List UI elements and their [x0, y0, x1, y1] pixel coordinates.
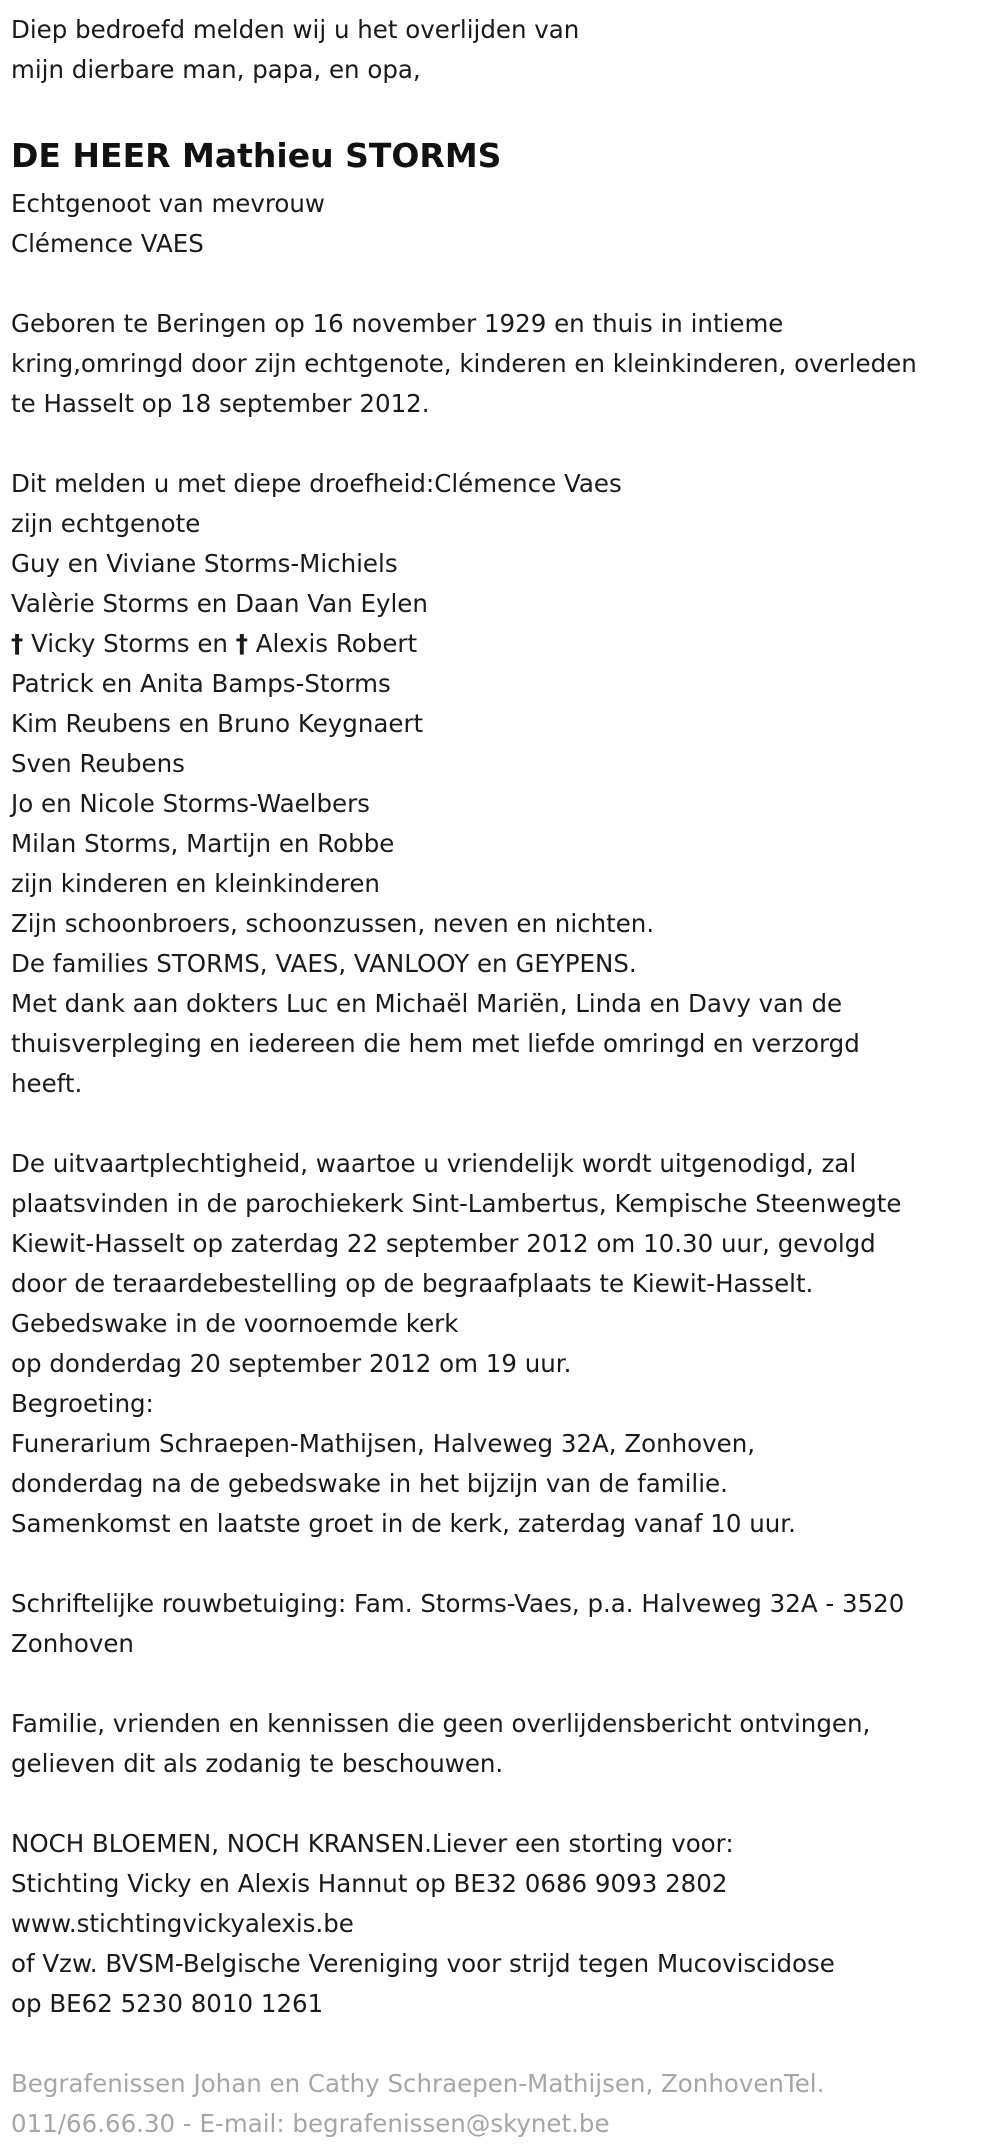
thanks-line: heeft.	[11, 1069, 83, 1098]
cross-icon: †	[11, 629, 24, 658]
condolence-line: Zonhoven	[11, 1629, 134, 1658]
birth-death-section	[11, 304, 989, 424]
condolence-section	[11, 1584, 989, 1664]
cross-icon: †	[235, 629, 248, 658]
ceremony-line: Funerarium Schraepen-Mathijsen, Halveweg 32A, Zonhoven,	[11, 1429, 756, 1458]
memorial-name-part: Alexis Robert	[248, 629, 418, 658]
family-line: Jo en Nicole Storms-Waelbers	[11, 789, 370, 818]
intro-line: mijn dierbare man, papa, en opa,	[11, 55, 421, 84]
paragraph-gap	[11, 1784, 989, 1824]
donation-section	[11, 1824, 989, 2024]
donation-website: www.stichtingvickyalexis.be	[11, 1909, 354, 1938]
donation-line: NOCH BLOEMEN, NOCH KRANSEN.Liever een storting voor:	[11, 1829, 734, 1858]
intro-line: Diep bedroefd melden wij u het overlijden van	[11, 15, 580, 44]
family-line: Milan Storms, Martijn en Robbe	[11, 829, 395, 858]
ceremony-line: donderdag na de gebedswake in het bijzijn van de familie.	[11, 1469, 728, 1498]
family-line: Valèrie Storms en Daan Van Eylen	[11, 589, 428, 618]
notice-line: gelieven dit als zodanig te beschouwen.	[11, 1749, 504, 1778]
deceased-name: DE HEER Mathieu STORMS	[11, 136, 502, 175]
paragraph-gap	[11, 1104, 989, 1144]
paragraph-gap	[11, 264, 989, 304]
donation-line: of Vzw. BVSM-Belgische Vereniging voor strijd tegen Mucoviscidose	[11, 1949, 835, 1978]
footer-line: 011/66.66.30 - E-mail: begrafenissen@skynet.be	[11, 2109, 610, 2138]
ceremony-line: Samenkomst en laatste groet in de kerk, zaterdag vanaf 10 uur.	[11, 1509, 796, 1538]
family-line: zijn kinderen en kleinkinderen	[11, 869, 380, 898]
ceremony-line: plaatsvinden in de parochiekerk Sint-Lambertus, Kempische Steenwegte	[11, 1189, 902, 1218]
birth-line: te Hasselt op 18 september 2012.	[11, 389, 430, 418]
birth-line: Geboren te Beringen op 16 november 1929 en thuis in intieme	[11, 309, 784, 338]
notice-line: Familie, vrienden en kennissen die geen overlijdensbericht ontvingen,	[11, 1709, 871, 1738]
family-line: Patrick en Anita Bamps-Storms	[11, 669, 391, 698]
notice-section	[11, 1704, 989, 1784]
ceremony-line: Begroeting:	[11, 1389, 154, 1418]
memorial-name-part: Vicky Storms en	[23, 629, 236, 658]
family-line: Kim Reubens en Bruno Keygnaert	[11, 709, 424, 738]
spouse-name: Clémence VAES	[11, 229, 204, 258]
birth-line: kring,omringd door zijn echtgenote, kinderen en kleinkinderen, overleden	[11, 349, 917, 378]
footer-line: Begrafenissen Johan en Cathy Schraepen-Mathijsen, ZonhovenTel.	[11, 2069, 825, 2098]
funeral-home-footer	[11, 2064, 989, 2144]
spouse-line: Echtgenoot van mevrouw	[11, 189, 325, 218]
condolence-line: Schriftelijke rouwbetuiging: Fam. Storms-Vaes, p.a. Halveweg 32A - 3520	[11, 1589, 905, 1618]
family-section	[11, 464, 989, 1104]
spouse-section	[11, 184, 989, 264]
ceremony-section	[11, 1144, 989, 1544]
intro-section	[11, 10, 989, 90]
donation-line: op BE62 5230 8010 1261	[11, 1989, 324, 2018]
ceremony-line: Kiewit-Hasselt op zaterdag 22 september 2012 om 10.30 uur, gevolgd	[11, 1229, 876, 1258]
ceremony-line: op donderdag 20 september 2012 om 19 uur.	[11, 1349, 572, 1378]
ceremony-line: De uitvaartplechtigheid, waartoe u vriendelijk wordt uitgenodigd, zal	[11, 1149, 857, 1178]
thanks-line: thuisverpleging en iedereen die hem met liefde omringd en verzorgd	[11, 1029, 860, 1058]
family-line: De families STORMS, VAES, VANLOOY en GEYPENS.	[11, 949, 637, 978]
donation-line: Stichting Vicky en Alexis Hannut op BE32 0686 9093 2802	[11, 1869, 728, 1898]
paragraph-gap	[11, 1664, 989, 1704]
paragraph-gap	[11, 1544, 989, 1584]
memorial-line	[11, 624, 989, 664]
ceremony-line: Gebedswake in de voornoemde kerk	[11, 1309, 459, 1338]
paragraph-gap	[11, 2024, 989, 2064]
paragraph-gap	[11, 424, 989, 464]
family-line: zijn echtgenote	[11, 509, 201, 538]
family-line: Guy en Viviane Storms-Michiels	[11, 549, 398, 578]
family-line: Dit melden u met diepe droefheid:Clémence Vaes	[11, 469, 622, 498]
ceremony-line: door de teraardebestelling op de begraafplaats te Kiewit-Hasselt.	[11, 1269, 814, 1298]
family-line: Zijn schoonbroers, schoonzussen, neven en nichten.	[11, 909, 655, 938]
family-line: Sven Reubens	[11, 749, 185, 778]
thanks-line: Met dank aan dokters Luc en Michaël Mariën, Linda en Davy van de	[11, 989, 843, 1018]
